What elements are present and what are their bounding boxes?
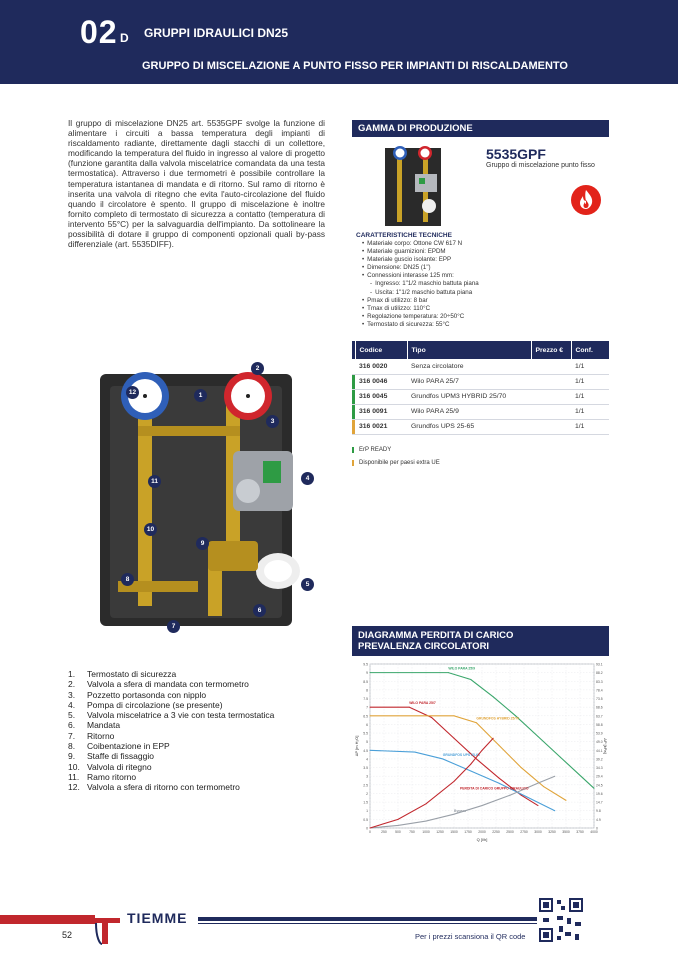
part-label: Valvola di ritegno [87,761,152,772]
tech-spec-item: - Ingresso: 1"1/2 maschio battuta piana [362,280,479,288]
series-point-1 [538,805,539,806]
y-tick-label-right: 4.9 [596,817,601,822]
legend-erp-ready: ErP READY [352,447,391,453]
series-point-5 [426,803,427,804]
cell-code: 316 0091 [355,404,407,419]
page-subtitle: GRUPPO DI MISCELAZIONE A PUNTO FISSO PER IMPIANTI DI RISCALDAMENTO [142,60,568,72]
series-point-1 [476,758,477,759]
series-point-2 [521,767,522,768]
y-axis-label-left: ΔP [m H₂O] [354,735,359,757]
series-point-1 [454,738,455,739]
series-point-1 [409,707,410,708]
y-tick-label-left: 7.5 [363,697,368,702]
x-tick-label: 2250 [492,830,500,834]
y-tick-label-left: 6.5 [363,714,368,719]
tech-spec-item: • Termostato di sicurezza: 55°C [362,321,479,329]
part-number: 10. [68,761,80,772]
product-description: Gruppo di miscelazione punto fisso [486,162,595,169]
tech-specs-title: CARATTERISTICHE TECNICHE [356,232,452,239]
heating-flame-icon [571,185,601,215]
part-item [68,782,274,792]
callout-7: 7 [167,620,180,633]
chart-section-title [352,626,609,656]
tech-spec-item: • Dimensione: DN25 (1") [362,264,479,272]
cell-tipo: Grundfos UPM3 HYBRID 25/70 [407,389,531,404]
part-number: 5. [68,710,76,721]
footer-red-bar [0,915,95,924]
table-header-tipo: Tipo [407,341,531,359]
series-point-5 [493,738,494,739]
callout-12: 12 [126,386,139,399]
part-item [68,731,274,741]
cell-conf: 1/1 [571,404,609,419]
x-tick-label: 3250 [548,830,556,834]
y-tick-label-left: 2.5 [363,783,368,788]
cell-tipo: Wilo PARA 25/7 [407,374,531,389]
series-point-3 [554,810,555,811]
part-item [68,679,274,689]
x-tick-label: 2750 [520,830,528,834]
page-number: 52 [62,930,73,940]
gamma-section-title: GAMMA DI PRODUZIONE [352,120,609,137]
intro-paragraph: Il gruppo di miscelazione DN25 art. 5535GPF svolge la funzione di alimentare i circuiti a bassa temperatura degli impianti di riscaldamento radiante, direttamente dagli stacchi di un collettore, modificando la temperatura del fluido in ingresso al valore di progetto (funzione garantita dalla valvola miscelatrice comandata da una testa termostatica). Attraverso i due termometri è possibile controllare la temperatura istantanea di mandata e di ritorno. Sul ramo di ritorno è inserita una valvola di ritegno che evita l'auto-circolazione del fluido quando il circolatore è spento. Il gruppo di miscelazione è inoltre fornito completo di termostato di sicurezza a contatto (temperatura di intervento 55°C) per la salvaguardia dell'impianto. Da sottolineare la possibilità di dotare il gruppo di componenti opzionali quali by-pass differenziale (art. 5535DIFF). [68,118,325,250]
brand-logo: TIEMME [127,910,188,926]
part-label: Valvola miscelatrice a 3 vie con testa termostatica [87,710,275,721]
callout-5: 5 [301,578,314,591]
chapter-letter: D [120,31,129,45]
part-number: 7. [68,730,76,741]
table-header-prezzo: Prezzo € [531,341,571,359]
y-tick-label-left: 4 [366,757,368,762]
table-row [352,359,609,374]
y-tick-label-left: 1 [366,809,368,814]
callout-9: 9 [196,537,209,550]
series-label-5: PERDITA DI CARICO GRUPPO IDRAULICO [460,786,529,791]
series-point-4 [538,783,539,784]
y-tick-label-right: 88.2 [596,671,603,676]
cell-prezzo [531,404,571,419]
cell-tipo: Senza circolatore [407,359,531,374]
cell-prezzo [531,359,571,374]
callout-4: 4 [301,472,314,485]
table-row [352,374,609,389]
series-point-0 [560,757,561,758]
series-point-3 [498,783,499,784]
cell-code: 316 0045 [355,389,407,404]
series-label-0: WILO PARA 25/9 [448,666,475,671]
qr-caption: Per i prezzi scansiona il QR code [415,932,526,941]
cell-tipo: Wilo PARA 25/9 [407,404,531,419]
part-label: Mandata [87,720,121,731]
series-point-0 [448,672,449,673]
part-label: Termostato di sicurezza [87,669,177,679]
x-tick-label: 3500 [562,830,570,834]
series-point-2 [476,722,477,723]
part-item [68,700,274,710]
chapter-title: GRUPPI IDRAULICI DN25 [144,26,289,40]
y-tick-label-right: 0 [596,826,598,831]
y-axis-label-right: ΔP [kPa] [603,738,608,754]
part-label: Staffe di fissaggio [87,751,154,762]
y-tick-label-left: 2 [366,791,368,796]
page-header [0,0,678,84]
part-label: Valvola a sfera di ritorno con termometro [87,782,240,793]
series-point-5 [370,828,371,829]
series-point-2 [370,715,371,716]
parts-list [68,669,274,793]
y-tick-label-right: 9.8 [596,809,601,814]
y-tick-label-left: 1.5 [363,800,368,805]
series-label-1: WILO PARA 25/7 [409,701,436,706]
series-point-0 [470,679,471,680]
part-item [68,741,274,751]
part-item [68,690,274,700]
callout-11: 11 [148,475,161,488]
y-tick-label-right: 78.4 [596,688,603,693]
part-item [68,762,274,772]
cell-code: 316 0020 [355,359,407,374]
footer-navy-bar [198,917,538,921]
callout-8: 8 [121,573,134,586]
series-point-2 [566,800,567,801]
series-point-3 [442,758,443,759]
part-number: 6. [68,720,76,731]
part-item [68,710,274,720]
cell-conf: 1/1 [571,419,609,434]
cell-tipo: Grundfos UPS 25-65 [407,419,531,434]
series-point-3 [414,752,415,753]
cell-conf: 1/1 [571,359,609,374]
y-tick-label-left: 5.5 [363,731,368,736]
series-point-0 [594,788,595,789]
cell-conf: 1/1 [571,374,609,389]
y-tick-label-right: 19.6 [596,791,603,796]
y-tick-label-right: 58.8 [596,722,603,727]
table-row [352,404,609,419]
part-label: Coibentazione in EPP [87,741,170,752]
tech-specs-list [362,240,479,329]
part-number: 3. [68,689,76,700]
part-item [68,772,274,782]
pressure-drop-chart [346,656,606,848]
series-point-1 [370,707,371,708]
cell-prezzo [531,419,571,434]
y-tick-label-right: 68.6 [596,705,603,710]
callout-2: 2 [251,362,264,375]
series-point-2 [454,715,455,716]
y-tick-label-right: 49.0 [596,740,603,745]
tech-spec-item: - Uscita: 1"1/2 maschio battuta piana [362,289,479,297]
x-tick-label: 3000 [534,830,542,834]
x-tick-label: 2000 [478,830,486,834]
series-point-0 [370,672,371,673]
part-label: Pompa di circolazione (se presente) [87,699,223,710]
tech-spec-item: • Materiale guarnizioni: EPDM [362,248,479,256]
x-tick-label: 1250 [436,830,444,834]
x-axis-label: Q [l/h] [476,837,488,842]
product-table [352,341,609,435]
table-header-row [352,341,609,359]
tech-spec-item: • Pmax di utilizzo: 8 bar [362,297,479,305]
y-tick-label-left: 9 [366,671,368,676]
x-tick-label: 0 [369,830,371,834]
x-tick-label: 3750 [576,830,584,834]
x-tick-label: 1500 [450,830,458,834]
x-tick-label: 1000 [422,830,430,834]
series-point-4 [510,795,511,796]
part-label: Pozzetto portasonda con nipplo [87,689,207,700]
x-tick-label: 750 [409,830,415,834]
y-tick-label-left: 0 [366,826,368,831]
series-point-4 [554,776,555,777]
y-tick-label-left: 5 [366,740,368,745]
part-number: 12. [68,782,80,793]
callout-3: 3 [266,415,279,428]
cell-code: 316 0021 [355,419,407,434]
table-header-codice: Codice [355,341,407,359]
tech-spec-item: • Tmax di utilizzo: 110°C [362,305,479,313]
y-tick-label-left: 3.5 [363,766,368,771]
y-tick-label-right: 14.7 [596,800,603,805]
x-tick-label: 2500 [506,830,514,834]
cell-prezzo [531,374,571,389]
y-tick-label-right: 63.7 [596,714,603,719]
chart-title-line-1: DIAGRAMMA PERDITA DI CARICO [358,630,514,641]
part-number: 4. [68,699,76,710]
series-point-4 [454,814,455,815]
part-number: 2. [68,679,76,690]
cell-code: 316 0046 [355,374,407,389]
series-point-5 [398,819,399,820]
part-label: Valvola a sfera di mandata con termometro [87,679,249,690]
y-tick-label-right: 73.5 [596,697,603,702]
y-tick-label-right: 24.5 [596,783,603,788]
y-tick-label-right: 39.2 [596,757,603,762]
table-row [352,419,609,434]
tech-spec-item: • Connessioni interasse 125 mm: [362,272,479,280]
tech-spec-item: • Materiale guscio isolante: EPP [362,256,479,264]
y-tick-label-right: 83.3 [596,679,603,684]
series-point-5 [454,781,455,782]
series-point-2 [498,745,499,746]
series-point-3 [526,796,527,797]
part-number: 8. [68,741,76,752]
y-tick-label-left: 3 [366,774,368,779]
callout-1: 1 [194,389,207,402]
cell-conf: 1/1 [571,389,609,404]
y-tick-label-left: 6 [366,722,368,727]
series-point-1 [498,777,499,778]
part-number: 9. [68,751,76,762]
part-item [68,720,274,730]
footer-navy-thin-bar [198,923,538,924]
table-header-conf: Conf. [571,341,609,359]
y-tick-label-right: 44.1 [596,748,603,753]
series-point-0 [582,777,583,778]
legend-extra-ue: Disponibile per paesi extra UE [352,460,440,466]
series-point-3 [470,771,471,772]
callout-10: 10 [144,523,157,536]
part-item [68,751,274,761]
series-point-0 [493,696,494,697]
tech-spec-item: • Materiale corpo: Ottone CW 617 N [362,240,479,248]
series-point-5 [470,764,471,765]
part-label: Ramo ritorno [87,771,137,782]
y-tick-label-left: 8 [366,688,368,693]
x-tick-label: 1750 [464,830,472,834]
x-tick-label: 500 [395,830,401,834]
series-point-4 [482,805,483,806]
tech-spec-item: • Regolazione temperatura: 20÷50°C [362,313,479,321]
part-number: 11. [68,771,80,782]
y-tick-label-right: 34.3 [596,766,603,771]
table-row [352,389,609,404]
series-point-1 [431,717,432,718]
chart-title-line-2: PREVALENZA CIRCOLATORI [358,641,490,652]
y-tick-label-left: 8.5 [363,679,368,684]
chapter-number: 02 [80,14,118,50]
qr-code[interactable] [537,896,585,944]
series-point-0 [538,736,539,737]
y-tick-label-left: 4.5 [363,748,368,753]
cell-prezzo [531,389,571,404]
series-label-3: GRUNDFOS UPS 25-65 [442,752,480,757]
x-tick-label: 250 [381,830,387,834]
product-code: 5535GPF [486,146,546,162]
series-point-3 [370,750,371,751]
part-label: Ritorno [87,730,115,741]
y-tick-label-right: 53.9 [596,731,603,736]
series-point-5 [482,750,483,751]
series-point-4 [398,825,399,826]
product-thumbnail [383,142,443,228]
series-label-4: Bypass [454,809,467,814]
series-point-4 [426,821,427,822]
part-item [68,669,274,679]
x-tick-label: 4000 [590,830,598,834]
y-tick-label-left: 7 [366,705,368,710]
tiemme-logo-mark [88,912,122,946]
part-number: 1. [68,669,76,679]
y-tick-label-left: 9.5 [363,662,368,667]
series-point-2 [543,786,544,787]
y-tick-label-left: 0.5 [363,817,368,822]
callout-6: 6 [253,604,266,617]
y-tick-label-right: 93.1 [596,662,603,667]
y-tick-label-right: 29.4 [596,774,603,779]
series-label-2: GRUNDFOS HYBRID 25/70 [476,716,520,721]
